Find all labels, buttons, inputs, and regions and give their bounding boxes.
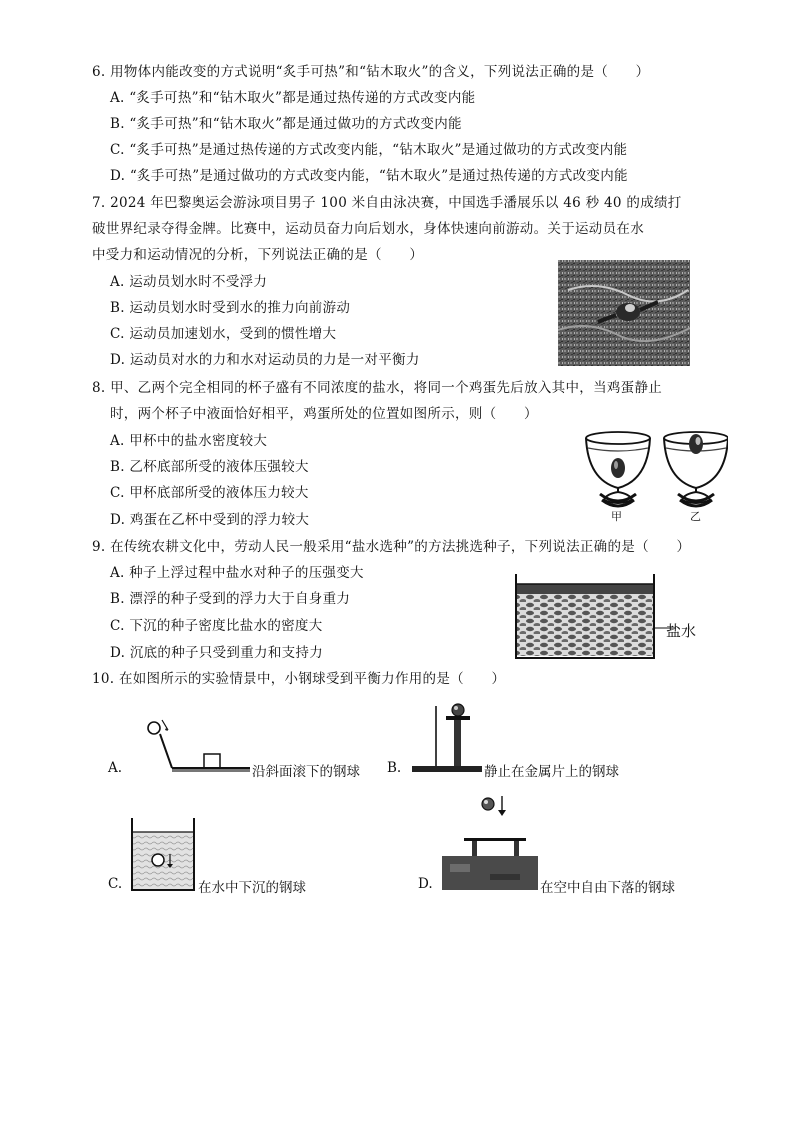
q10-option-b-stand-figure xyxy=(408,700,486,776)
q9-seed-tank-figure xyxy=(512,570,687,665)
q7-option-b: B. 运动员划水时受到水的推力向前游动 xyxy=(110,300,351,316)
q7-stem-line-2: 破世界纪录夺得金牌。比赛中，运动员奋力向后划水，身体快速向前游动。关于运动员在水 xyxy=(92,221,644,237)
q8-option-b: B. 乙杯底部所受的液体压强较大 xyxy=(110,459,309,475)
q9-saltwater-label: 盐水 xyxy=(666,622,697,640)
q9-stem: 9. 在传统农耕文化中，劳动人民一般采用“盐水选种”的方法挑选种子，下列说法正确的是（ ） xyxy=(92,539,691,555)
q10-option-c-letter: C. xyxy=(108,876,123,892)
q7-option-c: C. 运动员加速划水，受到的惯性增大 xyxy=(110,326,337,342)
q9-option-b: B. 漂浮的种子受到的浮力大于自身重力 xyxy=(110,591,351,607)
q10-option-a-caption: 沿斜面滚下的钢球 xyxy=(252,764,360,780)
q6-option-c: C. “炙手可热”是通过热传递的方式改变内能，“钻木取火”是通过做功的方式改变内能 xyxy=(110,142,628,158)
q10-option-c-beaker-figure xyxy=(128,816,198,894)
q8-cups-figure xyxy=(578,418,728,528)
q10-option-d-caption: 在空中自由下落的钢球 xyxy=(540,880,675,896)
q7-stem-line-1: 7. 2024 年巴黎奥运会游泳项目男子 100 米自由泳决赛，中国选手潘展乐以 46 秒 40 的成绩打 xyxy=(92,195,682,211)
q6-stem: 6. 用物体内能改变的方式说明“炙手可热”和“钻木取火”的含义，下列说法正确的是（ ） xyxy=(92,64,650,80)
q7-option-a: A. 运动员划水时不受浮力 xyxy=(110,274,268,290)
q10-option-c-caption: 在水中下沉的钢球 xyxy=(198,880,306,896)
q10-stem: 10. 在如图所示的实验情景中，小钢球受到平衡力作用的是（ ） xyxy=(92,671,506,687)
q8-option-a: A. 甲杯中的盐水密度较大 xyxy=(110,433,268,449)
cup-yi xyxy=(664,432,728,506)
q10-option-b-letter: B. xyxy=(387,760,402,776)
q9-option-a: A. 种子上浮过程中盐水对种子的压强变大 xyxy=(110,565,364,581)
q8-stem-line-2: 时，两个杯子中液面恰好相平，鸡蛋所处的位置如图所示，则（ ） xyxy=(110,406,538,422)
cup-label-yi: 乙 xyxy=(690,510,701,523)
q10-option-d-letter: D. xyxy=(418,876,433,892)
q7-swimmer-photo xyxy=(558,260,690,366)
q10-option-a-letter: A. xyxy=(108,760,123,776)
q6-option-d: D. “炙手可热”是通过做功的方式改变内能，“钻木取火”是通过热传递的方式改变内能 xyxy=(110,168,628,184)
cup-jia xyxy=(586,432,650,506)
cup-label-jia: 甲 xyxy=(611,510,622,523)
q8-option-d: D. 鸡蛋在乙杯中受到的浮力较大 xyxy=(110,512,310,528)
q10-option-d-falling-figure xyxy=(440,794,540,894)
q8-option-c: C. 甲杯底部所受的液体压力较大 xyxy=(110,485,309,501)
q6-option-b: B. “炙手可热”和“钻木取火”都是通过做功的方式改变内能 xyxy=(110,116,462,132)
q9-option-c: C. 下沉的种子密度比盐水的密度大 xyxy=(110,618,323,634)
q10-option-b-caption: 静止在金属片上的钢球 xyxy=(484,764,619,780)
q7-option-d: D. 运动员对水的力和水对运动员的力是一对平衡力 xyxy=(110,352,420,368)
q6-option-a: A. “炙手可热”和“钻木取火”都是通过热传递的方式改变内能 xyxy=(110,90,476,106)
q8-stem-line-1: 8. 甲、乙两个完全相同的杯子盛有不同浓度的盐水，将同一个鸡蛋先后放入其中，当鸡蛋静止 xyxy=(92,380,663,396)
q10-option-a-incline-figure xyxy=(140,714,252,774)
q7-stem-line-3: 中受力和运动情况的分析，下列说法正确的是（ ） xyxy=(92,247,424,263)
q9-option-d: D. 沉底的种子只受到重力和支持力 xyxy=(110,645,324,661)
